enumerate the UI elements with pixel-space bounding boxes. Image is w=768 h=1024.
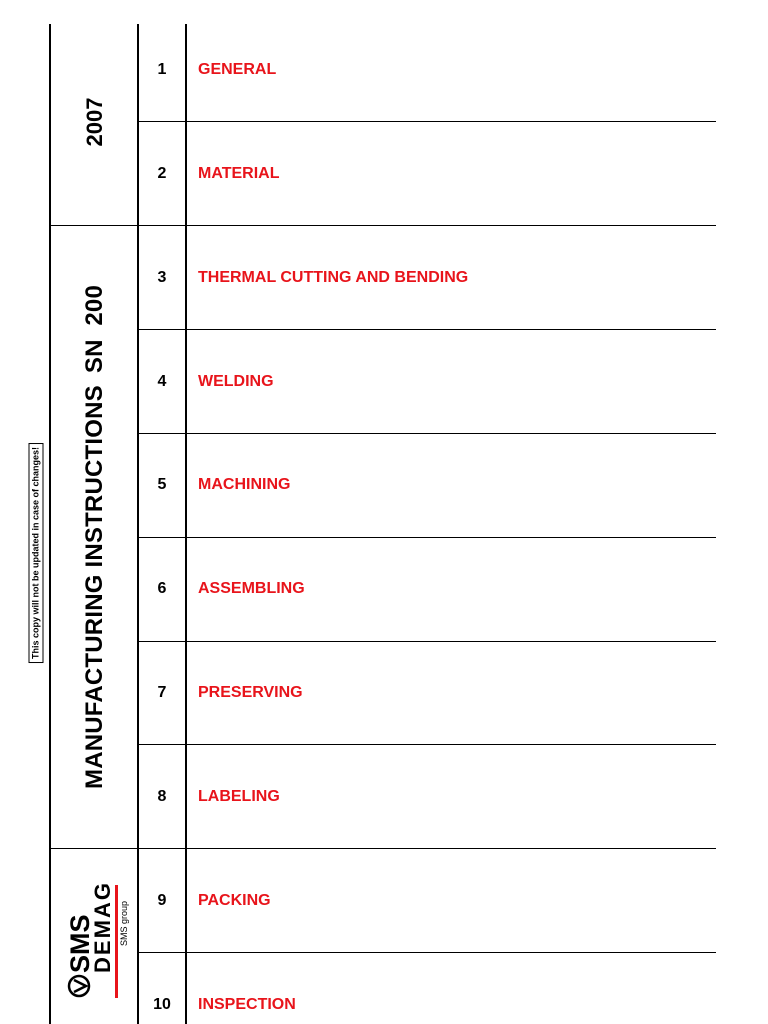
row-separator bbox=[138, 744, 716, 745]
section-number: 6 bbox=[157, 580, 167, 597]
section-number: 2 bbox=[157, 165, 167, 182]
row-separator bbox=[138, 641, 716, 642]
row-separator bbox=[138, 848, 716, 849]
logo-line2: DEMAG bbox=[90, 883, 115, 973]
section-number: 8 bbox=[157, 788, 167, 805]
logo-accent-bar bbox=[115, 885, 118, 998]
sms-logo-icon bbox=[59, 878, 129, 998]
section-label-welding[interactable]: WELDING bbox=[198, 373, 274, 390]
row-separator bbox=[138, 121, 716, 122]
row-separator bbox=[138, 952, 716, 953]
section-label-machining[interactable]: MACHINING bbox=[198, 476, 291, 493]
section-label-inspection[interactable]: INSPECTION bbox=[198, 996, 296, 1013]
document-title bbox=[81, 285, 109, 789]
section-number: 7 bbox=[157, 684, 167, 701]
section-number: 5 bbox=[157, 476, 167, 493]
section-number: 10 bbox=[153, 996, 171, 1013]
title-code: SN 200 bbox=[81, 285, 108, 374]
section-label-material[interactable]: MATERIAL bbox=[198, 165, 280, 182]
left-border-line bbox=[49, 24, 51, 1024]
spine-separator-year bbox=[50, 225, 138, 226]
row-separator bbox=[138, 537, 716, 538]
section-label-general[interactable]: GENERAL bbox=[198, 61, 277, 78]
section-label-packing[interactable]: PACKING bbox=[198, 892, 271, 909]
row-separator bbox=[138, 329, 716, 330]
logo-sub: SMS group bbox=[119, 900, 129, 946]
section-label-preserving[interactable]: PRESERVING bbox=[198, 684, 303, 701]
section-label-assembling[interactable]: ASSEMBLING bbox=[198, 580, 305, 597]
section-number: 9 bbox=[157, 892, 167, 909]
year-label: 2007 bbox=[82, 97, 107, 147]
section-number: 3 bbox=[157, 269, 167, 286]
section-label-thermal-cutting[interactable]: THERMAL CUTTING AND BENDING bbox=[198, 269, 469, 286]
row-separator bbox=[138, 433, 716, 434]
row-separator bbox=[138, 225, 716, 226]
section-number: 4 bbox=[157, 373, 167, 390]
title-main: MANUFACTURING INSTRUCTIONS bbox=[81, 385, 108, 789]
logo-line1: SMS bbox=[65, 914, 95, 973]
update-notice: This copy will not be updated in case of changes! bbox=[29, 443, 44, 663]
section-label-labeling[interactable]: LABELING bbox=[198, 788, 280, 805]
section-number: 1 bbox=[157, 61, 167, 78]
spine-separator-logo bbox=[50, 848, 138, 849]
sms-demag-logo bbox=[59, 878, 129, 998]
